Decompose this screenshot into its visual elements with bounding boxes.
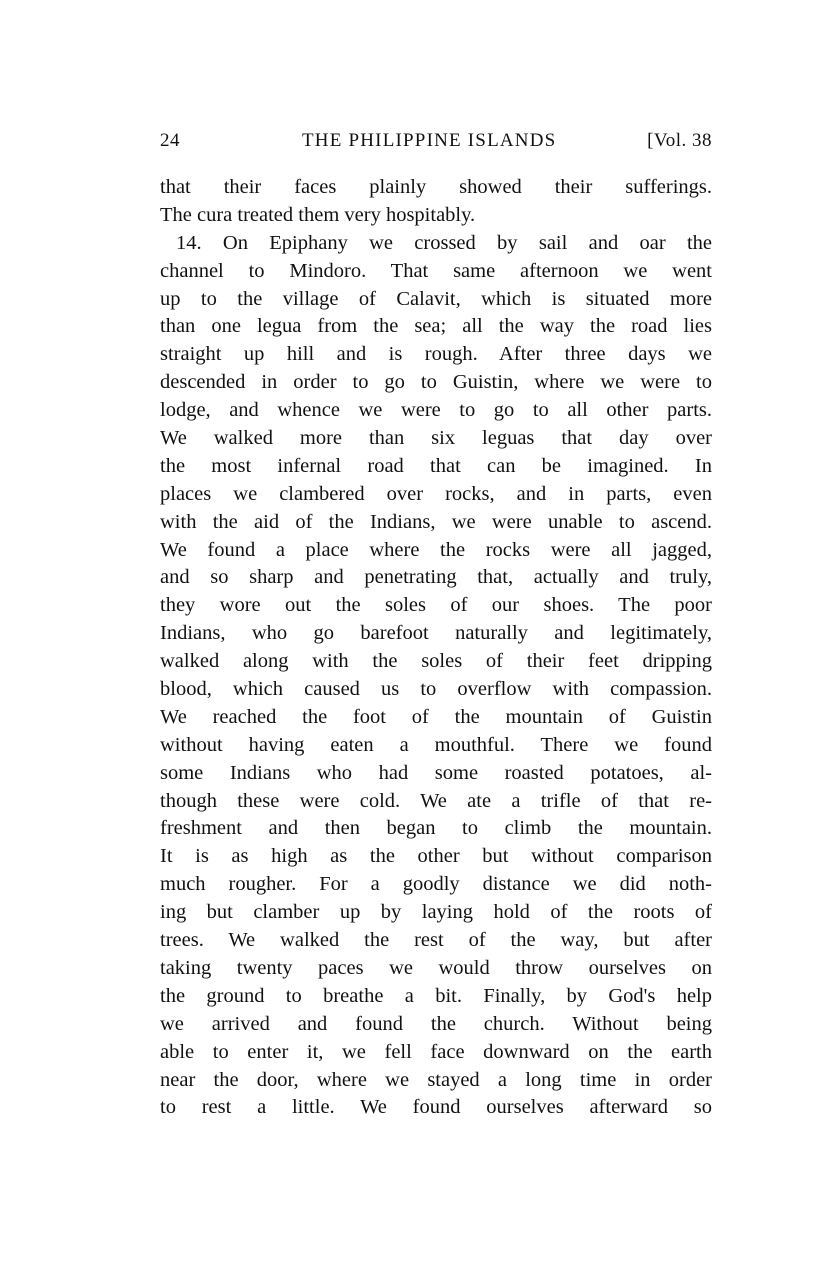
- text-line: some Indians who had some roasted potatoes, al-: [160, 761, 712, 784]
- text-line: 14. On Epiphany we crossed by sail and oar the: [176, 231, 712, 254]
- text-line: to rest a little. We found ourselves afterward so: [160, 1096, 712, 1119]
- page-number: 24: [160, 130, 180, 151]
- text-line: ing but clamber up by laying hold of the roots of: [160, 901, 712, 924]
- text-line: than one legua from the sea; all the way the road lies: [160, 315, 712, 338]
- text-line: up to the village of Calavit, which is situated more: [160, 287, 712, 310]
- text-line: much rougher. For a goodly distance we did noth-: [160, 873, 712, 896]
- text-line: walked along with the soles of their feet dripping: [160, 650, 712, 673]
- text-line: near the door, where we stayed a long time in order: [160, 1068, 712, 1091]
- text-line: with the aid of the Indians, we were unable to ascend.: [160, 510, 712, 533]
- text-line: blood, which caused us to overflow with compassion.: [160, 678, 712, 701]
- text-line: the most infernal road that can be imagined. In: [160, 454, 712, 477]
- text-line: trees. We walked the rest of the way, but after: [160, 929, 712, 952]
- text-line: We reached the foot of the mountain of Guistin: [160, 705, 712, 728]
- text-line: The cura treated them very hospitably.: [160, 203, 476, 226]
- text-line: descended in order to go to Guistin, where we were to: [160, 371, 712, 394]
- text-line: without having eaten a mouthful. There we found: [160, 733, 712, 756]
- volume-label: [Vol. 38: [647, 130, 712, 151]
- body-text: [160, 174, 712, 1122]
- text-line: Indians, who go barefoot naturally and legitimately,: [160, 622, 712, 645]
- text-line: We found a place where the rocks were all jagged,: [160, 538, 712, 561]
- text-line: channel to Mindoro. That same afternoon we went: [160, 259, 712, 282]
- text-line: we arrived and found the church. Without being: [160, 1012, 712, 1035]
- text-line: We walked more than six leguas that day over: [160, 427, 712, 450]
- text-line: able to enter it, we fell face downward on the earth: [160, 1040, 712, 1063]
- text-line: places we clambered over rocks, and in parts, even: [160, 482, 712, 505]
- text-line: though these were cold. We ate a trifle of that re-: [160, 789, 712, 812]
- text-line: they wore out the soles of our shoes. The poor: [160, 594, 712, 617]
- text-line: freshment and then began to climb the mountain.: [160, 817, 712, 840]
- text-line: lodge, and whence we were to go to all other parts.: [160, 399, 712, 422]
- text-line: It is as high as the other but without comparison: [160, 845, 712, 868]
- running-title: THE PHILIPPINE ISLANDS: [302, 130, 557, 151]
- text-line: the ground to breathe a bit. Finally, by God's help: [160, 984, 712, 1007]
- text-line: straight up hill and is rough. After three days we: [160, 343, 712, 366]
- text-line: taking twenty paces we would throw ourselves on: [160, 956, 712, 979]
- text-line: and so sharp and penetrating that, actually and truly,: [160, 566, 712, 589]
- running-head: [160, 130, 712, 158]
- text-line: that their faces plainly showed their sufferings.: [160, 176, 712, 198]
